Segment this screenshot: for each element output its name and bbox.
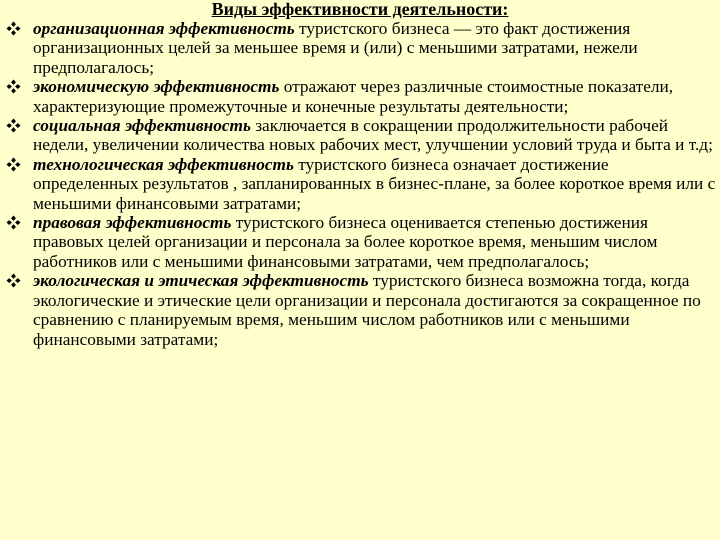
efficiency-types-list	[0, 19, 720, 349]
item-term: организационная эффективность	[33, 19, 295, 38]
diamond-bullet-icon	[6, 215, 21, 230]
slide-title: Виды эффективности деятельности:	[211, 0, 509, 19]
diamond-bullet-icon	[6, 157, 21, 172]
diamond-bullet-icon	[6, 79, 21, 94]
diamond-bullet-icon	[6, 21, 21, 36]
item-text: туристского бизнеса — это факт достижения организационных целей за меньшее время и (или) с меньшими затратами, нежели предполагалось;	[33, 19, 638, 77]
list-item-technological	[0, 155, 720, 213]
item-text: заключается в сокращении продолжительности рабочей недели, увеличении количества новых рабочих мест, улучшении условий труда и быта и т.д;	[33, 116, 713, 155]
list-item-economic	[0, 77, 720, 116]
item-text: отражают через различные стоимостные показатели, характеризующие промежуточные и конечные результаты деятельности;	[33, 77, 674, 116]
item-text: туристского бизнеса означает достижение определенных результатов , запланированных в бизнес-плане, за более короткое время или с меньшими финансовыми затратами;	[33, 154, 716, 213]
item-term: правовая эффективность	[33, 213, 232, 233]
item-term: социальная эффективность	[33, 116, 251, 136]
list-item-ecological-ethical	[0, 271, 720, 349]
list-item-organizational	[0, 19, 720, 77]
item-text: туристского бизнеса возможна тогда, когда экологические и этические цели организации и персонала достигаются за сокращенное по сравнению с планируемым время, меньшим числом работников или с меньшими финансовыми затратами;	[33, 271, 701, 349]
item-term: экологическая и этическая эффективность	[33, 271, 369, 291]
list-item-social	[0, 116, 720, 155]
item-text: туристского бизнеса оценивается степенью достижения правовых целей организации и персонала за более короткое время, меньшим числом работников или с меньшими финансовыми затратами, чем предполагалось;	[33, 213, 658, 271]
list-item-legal	[0, 213, 720, 271]
diamond-bullet-icon	[6, 273, 21, 288]
item-term: технологическая эффективность	[33, 154, 294, 174]
diamond-bullet-icon	[6, 118, 21, 133]
item-term: экономическую эффективность	[33, 77, 280, 97]
